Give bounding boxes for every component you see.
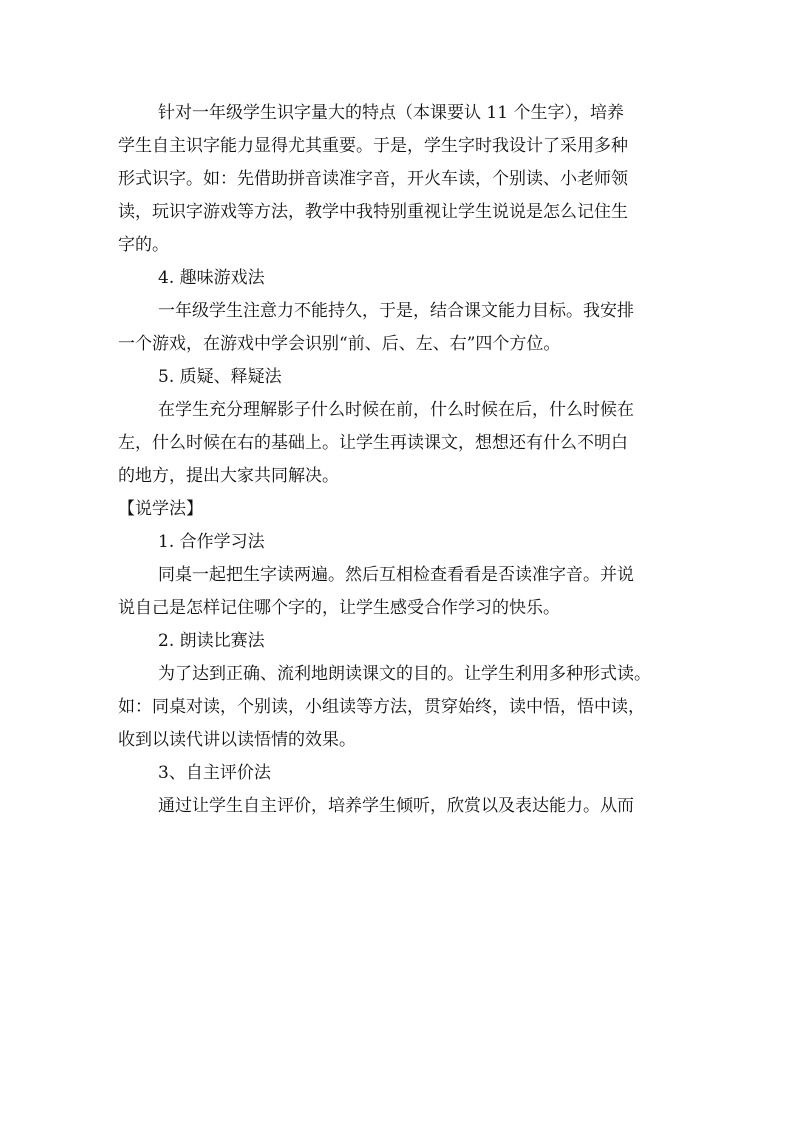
paragraph-line: 学生自主识字能力显得尤其重要。于是，学生字时我设计了采用多种 bbox=[118, 136, 628, 156]
subheading-reading-contest: 2. 朗读比赛法 bbox=[158, 631, 265, 651]
paragraph-line: 同桌一起把生字读两遍。然后互相检查看看是否读准字音。并说 bbox=[158, 565, 634, 585]
paragraph-line: 一年级学生注意力不能持久，于是，结合课文能力目标。我安排 bbox=[158, 301, 634, 321]
paragraph-line: 左，什么时候在右的基础上。让学生再读课文，想想还有什么不明白 bbox=[118, 433, 628, 453]
paragraph-line: 针对一年级学生识字量大的特点（本课要认 11 个生字），培养 bbox=[158, 103, 624, 123]
paragraph-line: 如：同桌对读，个别读，小组读等方法，贯穿始终，读中悟，悟中读， bbox=[118, 697, 645, 717]
subheading-cooperative-learning: 1. 合作学习法 bbox=[158, 532, 265, 552]
paragraph-line: 一个游戏，在游戏中学会识别“前、后、左、右”四个方位。 bbox=[118, 334, 561, 354]
paragraph-line: 形式识字。如：先借助拼音读准字音，开火车读，个别读、小老师领 bbox=[118, 169, 628, 189]
paragraph-line: 的地方，提出大家共同解决。 bbox=[118, 466, 339, 486]
paragraph-line: 字的。 bbox=[118, 235, 169, 255]
paragraph-line: 为了达到正确、流利地朗读课文的目的。让学生利用多种形式读。 bbox=[158, 664, 651, 684]
paragraph-line: 收到以读代讲以读悟情的效果。 bbox=[118, 730, 356, 750]
subheading-question-method: 5. 质疑、释疑法 bbox=[158, 367, 282, 387]
paragraph-line: 说自己是怎样记住哪个字的，让学生感受合作学习的快乐。 bbox=[118, 598, 560, 618]
subheading-self-evaluation: 3、自主评价法 bbox=[158, 763, 271, 783]
section-heading-learning-method: 【说学法】 bbox=[118, 499, 203, 519]
paragraph-line: 读，玩识字游戏等方法，教学中我特别重视让学生说说是怎么记住生 bbox=[118, 202, 628, 222]
paragraph-line: 在学生充分理解影子什么时候在前，什么时候在后，什么时候在 bbox=[158, 400, 634, 420]
subheading-fun-game: 4. 趣味游戏法 bbox=[158, 268, 265, 288]
paragraph-line: 通过让学生自主评价，培养学生倾听，欣赏以及表达能力。从而 bbox=[158, 796, 634, 816]
